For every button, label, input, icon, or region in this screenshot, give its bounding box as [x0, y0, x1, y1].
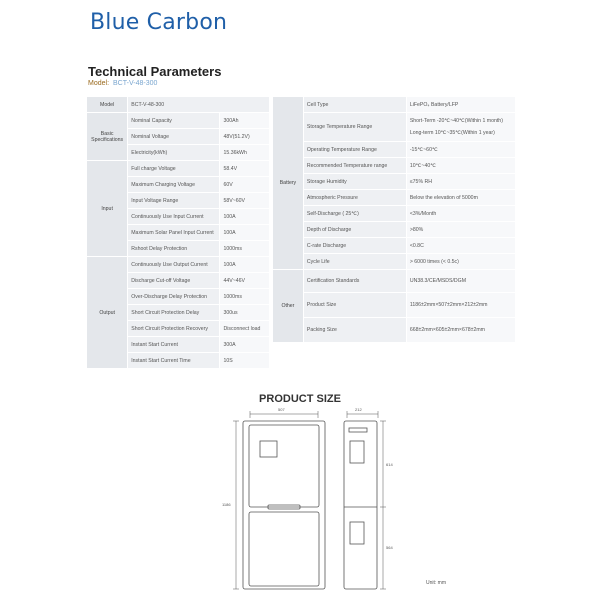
param-name: Discharge Cut-off Voltage	[128, 273, 220, 289]
unit-label: Unit: mm	[426, 580, 446, 586]
param-value: 58V~60V	[220, 193, 270, 209]
param-name: Instant Start Current	[128, 337, 220, 353]
group-basic-specifications: Basic Specifications	[87, 113, 128, 161]
param-value: 1000ms	[220, 289, 270, 305]
param-name: Nominal Capacity	[128, 113, 220, 129]
group-model: Model	[87, 97, 128, 113]
group-output: Output	[87, 257, 128, 369]
param-value: 668±2mm×605±2mm×678±2mm	[406, 318, 515, 343]
param-name: Cycle Life	[303, 254, 406, 270]
param-name: Rshoot Delay Protection	[128, 241, 220, 257]
param-name: Short Circuit Protection Recovery	[128, 321, 220, 337]
group-input: Input	[87, 161, 128, 257]
param-name: Certification Standards	[303, 270, 406, 293]
param-name: Instant Start Current Time	[128, 353, 220, 369]
param-value: 100A	[220, 257, 270, 273]
param-value: Short-Term -20℃~40℃(Within 1 month) Long-term 10℃~35℃(Within 1 year)	[406, 113, 515, 142]
param-value: Disconnect load	[220, 321, 270, 337]
param-value: 1000ms	[220, 241, 270, 257]
param-value: > 6000 times (< 0.5c)	[406, 254, 515, 270]
dim-upper-height: 614	[386, 462, 393, 467]
dim-height: 1186	[222, 502, 231, 507]
dim-lower-height: 564	[386, 545, 393, 550]
model-value: BCT-V-48-300	[113, 80, 158, 87]
param-name: Continuously Use Output Current	[128, 257, 220, 273]
dim-side-width: 212	[355, 407, 362, 412]
param-value: >80%	[406, 222, 515, 238]
param-name: Maximum Solar Panel Input Current	[128, 225, 220, 241]
param-name: Input Voltage Range	[128, 193, 220, 209]
param-value: ≤75% RH	[406, 174, 515, 190]
param-name: Storage Temperature Range	[303, 113, 406, 142]
product-size-title: PRODUCT SIZE	[259, 393, 341, 405]
param-name: Nominal Voltage	[128, 129, 220, 145]
model-label: Model:	[88, 80, 110, 87]
param-value: LiFePO₄ Battery/LFP	[406, 97, 515, 113]
param-value: 48V(51.2V)	[220, 129, 270, 145]
brand-logo-text: Blue Carbon	[90, 10, 228, 35]
param-name: Product Size	[303, 293, 406, 318]
param-name: Recommended Temperature range	[303, 158, 406, 174]
param-value: 300us	[220, 305, 270, 321]
param-name: Operating Temperature Range	[303, 142, 406, 158]
param-name: C-rate Discharge	[303, 238, 406, 254]
param-value: -15℃~60℃	[406, 142, 515, 158]
param-value: 300A	[220, 337, 270, 353]
param-value: 10S	[220, 353, 270, 369]
param-value: 60V	[220, 177, 270, 193]
param-name: Self-Discharge ( 25℃)	[303, 206, 406, 222]
group-other: Other	[273, 270, 304, 343]
param-name: Short Circuit Protection Delay	[128, 305, 220, 321]
param-name: Storage Humidity	[303, 174, 406, 190]
param-value: 15.36kWh	[220, 145, 270, 161]
param-name: Atmospheric Pressure	[303, 190, 406, 206]
param-value: 10℃~40℃	[406, 158, 515, 174]
param-value: 300Ah	[220, 113, 270, 129]
param-value: <0.8C	[406, 238, 515, 254]
param-name: BCT-V-48-300	[128, 97, 270, 113]
param-name: Cell Type	[303, 97, 406, 113]
group-battery: Battery	[273, 97, 304, 270]
param-value: 100A	[220, 209, 270, 225]
param-value: UN38.3/CE/MSDS/DGM	[406, 270, 515, 293]
dim-front-width: 507	[278, 407, 285, 412]
param-name: Electricity(kWh)	[128, 145, 220, 161]
param-value: 100A	[220, 225, 270, 241]
param-name: Continuously Use Input Current	[128, 209, 220, 225]
side-view	[344, 411, 386, 589]
param-value: Below the elevation of 5000m	[406, 190, 515, 206]
param-value: 1186±2mm×507±2mm×212±2mm	[406, 293, 515, 318]
param-name: Over-Discharge Delay Protection	[128, 289, 220, 305]
param-name: Depth of Discharge	[303, 222, 406, 238]
section-title: Technical Parameters	[88, 64, 222, 79]
param-name: Full charge Voltage	[128, 161, 220, 177]
param-name: Maximum Charging Voltage	[128, 177, 220, 193]
param-name: Packing Size	[303, 318, 406, 343]
param-value: <3%/Month	[406, 206, 515, 222]
front-view	[233, 411, 325, 589]
param-value: 44V~46V	[220, 273, 270, 289]
param-value: 58.4V	[220, 161, 270, 177]
